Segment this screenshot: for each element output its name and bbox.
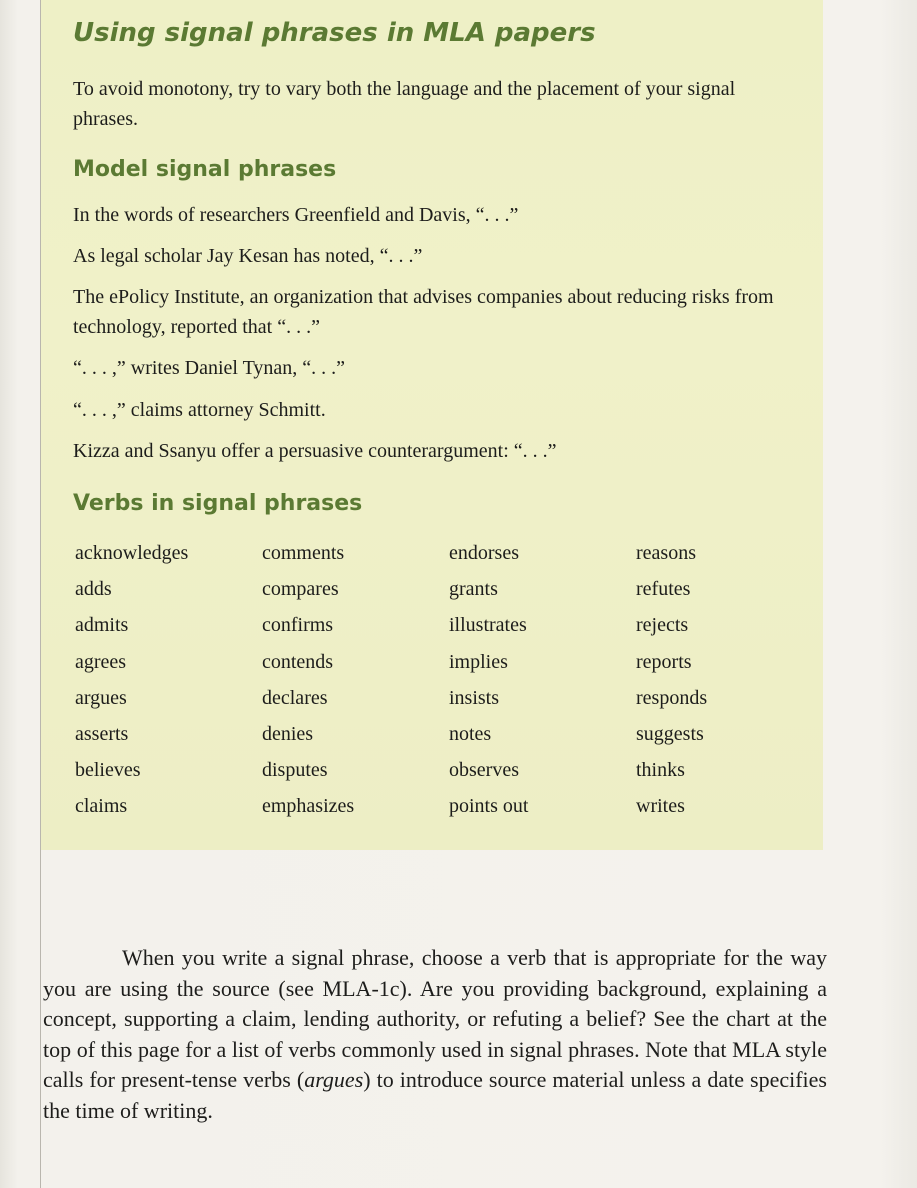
verb-cell: emphasizes xyxy=(262,795,355,817)
verb-cell: comments xyxy=(262,542,345,564)
box-intro: To avoid monotony, try to vary both the language and the placement of your signal phrases. xyxy=(73,78,736,130)
example-phrase-2: As legal scholar Jay Kesan has noted, “. . .” xyxy=(73,245,423,267)
verb-cell: responds xyxy=(636,687,708,709)
body-paragraph xyxy=(43,943,827,1126)
verb-cell: agrees xyxy=(75,651,127,673)
verb-cell: compares xyxy=(262,578,339,600)
example-phrase-1: In the words of researchers Greenfield and Davis, “. . .” xyxy=(73,204,519,226)
verb-cell: reports xyxy=(636,651,692,673)
verb-cell: observes xyxy=(449,759,519,781)
verb-cell: asserts xyxy=(75,723,129,745)
verb-cell: refutes xyxy=(636,578,691,600)
verb-cell: rejects xyxy=(636,614,689,636)
verb-cell: writes xyxy=(636,795,685,817)
box-title: Using signal phrases in MLA papers xyxy=(73,18,596,48)
example-phrase-3: The ePolicy Institute, an organization that advises companies about reducing risks from technology, reported that “. . .” xyxy=(73,286,774,338)
verb-cell: admits xyxy=(75,614,129,636)
verb-cell: grants xyxy=(449,578,498,600)
body-text-start: When you write a signal phrase, choose a verb that is appropriate for the way you are using the source (see MLA-1c). Are you providing background, explaining a concept, supporting a claim, lending authority, or refuting a belief? See the chart at the top of this page for a list of verbs commonly used in signal phrases. Note that MLA style calls for present-tense verbs ( xyxy=(43,945,827,1092)
body-text-end: ) to introduce source material unless a date specifies the time of writing. xyxy=(43,1067,827,1123)
example-phrase-4: “. . . ,” writes Daniel Tynan, “. . .” xyxy=(73,357,346,379)
example-phrase-5: “. . . ,” claims attorney Schmitt. xyxy=(73,399,326,421)
verb-cell: denies xyxy=(262,723,314,745)
verb-cell: thinks xyxy=(636,759,685,781)
verb-cell: illustrates xyxy=(449,614,527,636)
verb-cell: reasons xyxy=(636,542,696,564)
verb-cell: contends xyxy=(262,651,334,673)
verb-cell: believes xyxy=(75,759,141,781)
model-signal-phrases-heading: Model signal phrases xyxy=(73,157,337,182)
verb-cell: insists xyxy=(449,687,500,709)
verbs-heading: Verbs in signal phrases xyxy=(73,491,363,516)
body-text-italic-word: argues xyxy=(304,1067,364,1092)
verb-cell: endorses xyxy=(449,542,519,564)
verb-cell: disputes xyxy=(262,759,328,781)
verb-cell: notes xyxy=(449,723,492,745)
verb-cell: confirms xyxy=(262,614,334,636)
verb-cell: suggests xyxy=(636,723,704,745)
verb-cell: adds xyxy=(75,578,112,600)
verb-cell: declares xyxy=(262,687,328,709)
verb-cell: acknowledges xyxy=(75,542,189,564)
verb-cell: argues xyxy=(75,687,127,709)
verb-cell: points out xyxy=(449,795,529,817)
verb-cell: claims xyxy=(75,795,128,817)
example-phrase-6: Kizza and Ssanyu offer a persuasive counterargument: “. . .” xyxy=(73,440,557,462)
verb-cell: implies xyxy=(449,651,508,673)
